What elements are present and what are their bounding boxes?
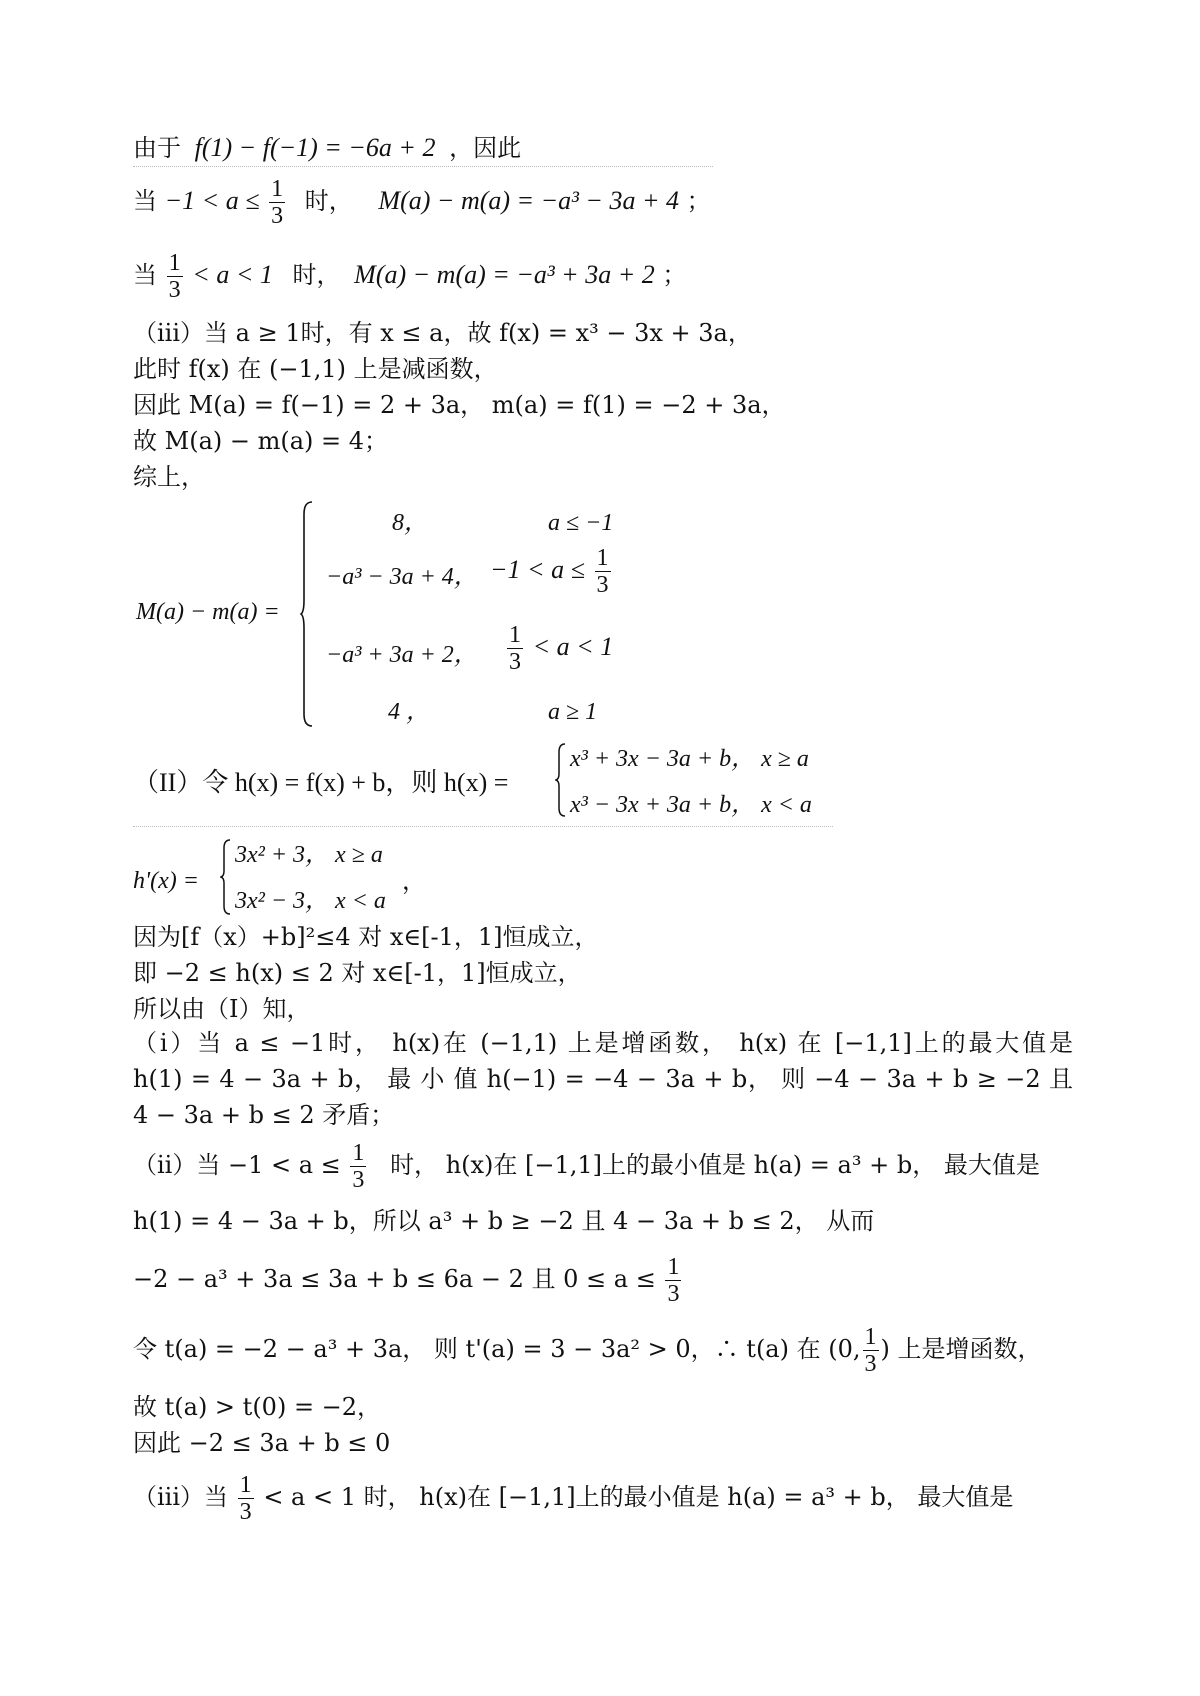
case-expr: 8， bbox=[392, 510, 428, 536]
case-iii-line-1: （iii）当 $\frac{1}{3}$ < a < 1 时， h(x)在 [−1,1]上的最小值是 h(a) = a³ + b， 最大值是 bbox=[133, 1472, 1014, 1525]
t-line-2: 故 t(a) > t(0) = −2， bbox=[133, 1393, 382, 1421]
case-expr: 3x² − 3， x < a bbox=[235, 888, 386, 914]
case-expr: x³ + 3x − 3a + b， x ≥ a bbox=[570, 746, 809, 772]
punctuation: ， bbox=[402, 867, 426, 895]
fraction: $\frac{1}{3}$ bbox=[239, 1472, 252, 1525]
case-expr: x³ − 3x + 3a + b， x < a bbox=[570, 792, 812, 818]
left-brace-icon bbox=[220, 838, 232, 916]
left-brace-icon bbox=[555, 742, 567, 818]
line-text: 当 bbox=[133, 261, 157, 289]
case-ii-line-1: （ii）当 −1 < a ≤ $\frac{1}{3}$ 时， h(x)在 [−1,1]上的最小值是 h(a) = a³ + b， 最大值是 bbox=[133, 1140, 1040, 1193]
part-two-intro: （II）令 h(x) = f(x) + b，则 h(x) = bbox=[133, 768, 509, 797]
case-i-line-3: 4 − 3a + b ≤ 2 矛盾； bbox=[133, 1101, 395, 1129]
case-expr: 3x² + 3， x ≥ a bbox=[235, 842, 383, 868]
fraction: $\frac{1}{3}$ bbox=[864, 1324, 877, 1377]
fraction: $\frac{1}{3}$ bbox=[168, 250, 181, 303]
case-expr: 4 ， bbox=[388, 699, 430, 725]
fraction: $\frac{1}{3}$ bbox=[352, 1140, 365, 1193]
formula: f(1) − f(−1) = −6a + 2 bbox=[194, 133, 436, 162]
case-ii-line-2: h(1) = 4 − 3a + b，所以 a³ + b ≥ −2 且 4 − 3a + b ≤ 2， 从而 bbox=[133, 1207, 875, 1235]
line-text: 时， bbox=[292, 261, 341, 289]
text-line-5: 此时 f(x) 在 (−1,1) 上是减函数， bbox=[133, 355, 498, 383]
formula: M(a) − m(a) = −a³ − 3a + 4 bbox=[378, 186, 680, 215]
fraction: $\frac{1}{3}$ bbox=[667, 1254, 680, 1307]
formula: < a < 1 bbox=[192, 260, 273, 289]
case-cond: $\frac{1}{3}$ < a < 1 bbox=[509, 622, 614, 675]
text-line-8: 综上， bbox=[133, 463, 205, 491]
left-brace-icon bbox=[300, 500, 314, 728]
case-cond: a ≤ −1 bbox=[548, 510, 614, 536]
line-text: ； bbox=[686, 187, 711, 215]
text-line-6: 因此 M(a) = f(−1) = 2 + 3a， m(a) = f(1) = −2 + 3a， bbox=[133, 391, 786, 419]
text-line-7: 故 M(a) − m(a) = 4； bbox=[133, 427, 389, 455]
case-i-line-2: h(1) = 4 − 3a + b， 最 小 值 h(−1) = −4 − 3a + b， 则 −4 − 3a + b ≥ −2 且 bbox=[133, 1065, 1073, 1093]
dotted-rule bbox=[133, 166, 713, 167]
case-expr: −a³ − 3a + 4， bbox=[326, 564, 478, 590]
fraction: $\frac{1}{3}$ bbox=[509, 622, 521, 675]
text-line-9: 因为[f（x）+b]²≤4 对 x∈[-1，1]恒成立， bbox=[133, 923, 599, 951]
formula: M(a) − m(a) = −a³ + 3a + 2 bbox=[354, 260, 655, 289]
text-line-1 bbox=[133, 133, 521, 163]
case-i-line-1: （i）当 a ≤ −1时， h(x)在 (−1,1) 上是增函数， h(x) 在 [−1,1]上的最大值是 bbox=[133, 1029, 1073, 1057]
case-expr: −a³ + 3a + 2， bbox=[326, 642, 478, 668]
text-line-4: （iii）当 a ≥ 1时，有 x ≤ a，故 f(x) = x³ − 3x + 3a， bbox=[133, 319, 752, 347]
derivative-lhs: h'(x) = bbox=[133, 868, 199, 894]
t-line-3: 因此 −2 ≤ 3a + b ≤ 0 bbox=[133, 1429, 391, 1457]
text-line-2 bbox=[133, 176, 711, 229]
fraction: $\frac{1}{3}$ bbox=[596, 545, 609, 598]
line-text: 由于 bbox=[133, 134, 181, 162]
dotted-rule bbox=[133, 826, 833, 827]
case-ii-line-3: −2 − a³ + 3a ≤ 3a + b ≤ 6a − 2 且 0 ≤ a ≤ $\frac{1}{3}$ bbox=[133, 1254, 680, 1307]
text-line-3 bbox=[133, 250, 686, 303]
case-cond: −1 < a ≤ $\frac{1}{3}$ bbox=[490, 545, 609, 598]
line-text: ，因此 bbox=[449, 134, 522, 162]
fraction: $\frac{1}{3}$ bbox=[271, 176, 284, 229]
line-text: 当 bbox=[133, 187, 157, 215]
line-text: 时， bbox=[304, 187, 353, 215]
line-text: ； bbox=[662, 261, 687, 289]
text-line-10: 即 −2 ≤ h(x) ≤ 2 对 x∈[-1，1]恒成立， bbox=[133, 959, 582, 987]
t-line-1: 令 t(a) = −2 − a³ + 3a， 则 t'(a) = 3 − 3a² > 0，∴ t(a) 在 (0, $\frac{1}{3}$ ) 上是增函数， bbox=[133, 1324, 1042, 1377]
piecewise-lhs: M(a) − m(a) = bbox=[136, 599, 280, 625]
text-line-11: 所以由（I）知， bbox=[133, 995, 311, 1023]
formula: −1 < a ≤ bbox=[164, 186, 260, 215]
case-cond: a ≥ 1 bbox=[548, 699, 598, 725]
